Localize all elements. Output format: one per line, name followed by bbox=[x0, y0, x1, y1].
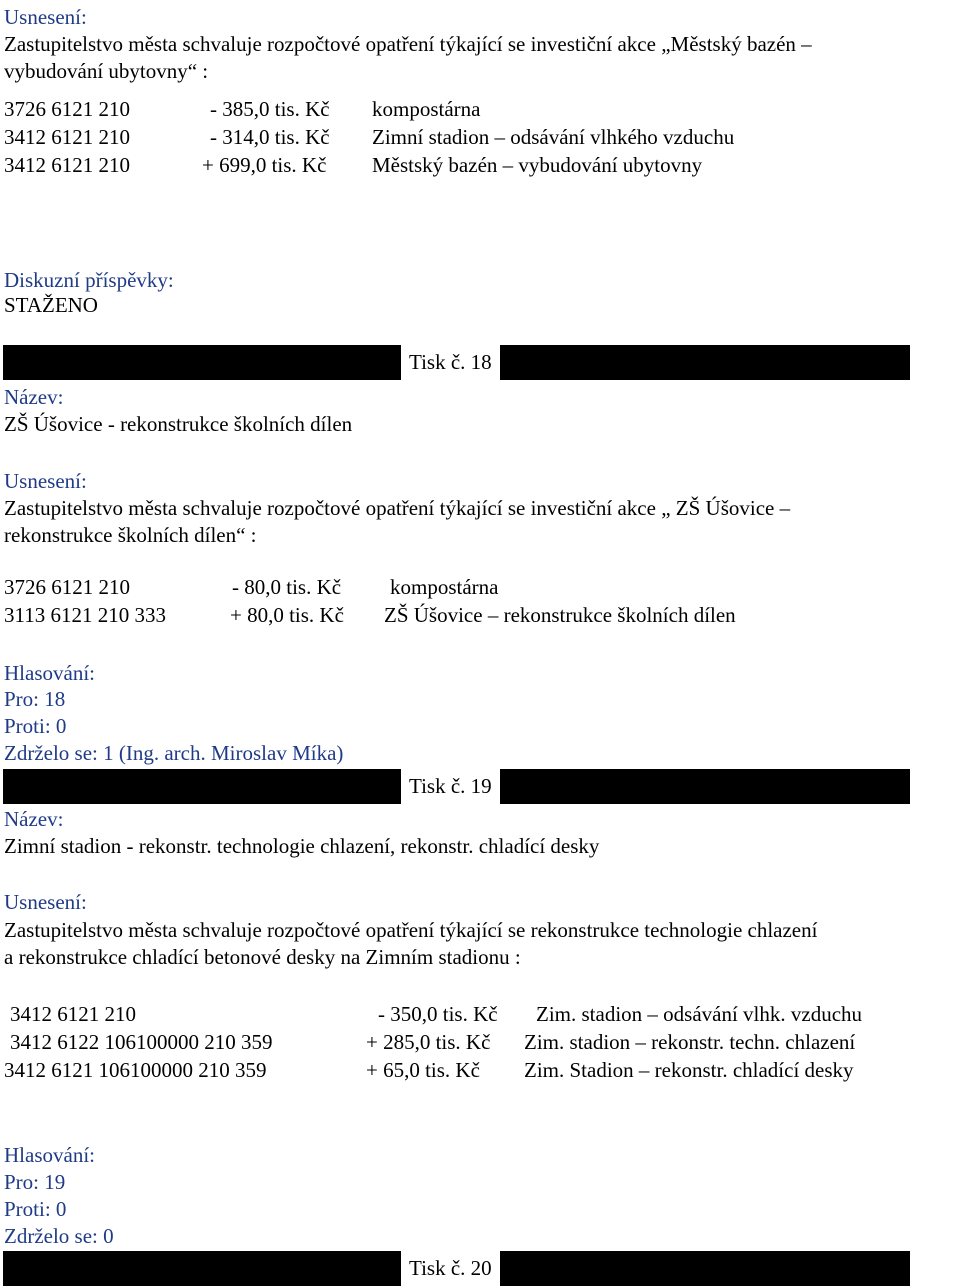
hlasovani-heading: Hlasování: bbox=[4, 661, 95, 685]
usneseni-heading: Usnesení: bbox=[4, 890, 87, 914]
budget-code: 3412 6121 210 bbox=[4, 125, 130, 149]
usneseni-text-line2: a rekonstrukce chladící betonové desky na Zimním stadionu : bbox=[4, 945, 521, 969]
usneseni-heading: Usnesení: bbox=[4, 5, 87, 29]
budget-amount: + 80,0 tis. Kč bbox=[230, 603, 344, 627]
budget-amount: + 65,0 tis. Kč bbox=[366, 1058, 480, 1082]
budget-code: 3726 6121 210 bbox=[4, 97, 130, 121]
usneseni-text-line1: Zastupitelstvo města schvaluje rozpočtové opatření týkající se investiční akce „ ZŠ Úšovice – bbox=[4, 496, 791, 520]
tisk-label: Tisk č. 19 bbox=[401, 769, 500, 804]
budget-amount: - 80,0 tis. Kč bbox=[232, 575, 342, 599]
budget-code: 3726 6121 210 bbox=[4, 575, 130, 599]
budget-desc: Zim. Stadion – rekonstr. chladící desky bbox=[524, 1058, 854, 1082]
budget-desc: kompostárna bbox=[390, 575, 499, 599]
diskuzni-heading: Diskuzní příspěvky: bbox=[4, 268, 174, 292]
budget-code: 3412 6122 106100000 210 359 bbox=[10, 1030, 273, 1054]
budget-amount: - 385,0 tis. Kč bbox=[210, 97, 330, 121]
budget-code: 3412 6121 210 bbox=[10, 1002, 136, 1026]
diskuzni-value: STAŽENO bbox=[4, 293, 98, 317]
budget-desc: Zimní stadion – odsávání vlhkého vzduchu bbox=[372, 125, 735, 149]
usneseni-text-line2: vybudování ubytovny“ : bbox=[4, 59, 209, 83]
vote-proti: Proti: 0 bbox=[4, 714, 67, 738]
usneseni-text-line2: rekonstrukce školních dílen“ : bbox=[4, 523, 257, 547]
nazev-heading: Název: bbox=[4, 807, 64, 831]
vote-zdrzelo: Zdrželo se: 1 (Ing. arch. Miroslav Míka) bbox=[4, 741, 344, 765]
hlasovani-heading: Hlasování: bbox=[4, 1143, 95, 1167]
budget-amount: - 314,0 tis. Kč bbox=[210, 125, 330, 149]
budget-desc: kompostárna bbox=[372, 97, 481, 121]
vote-pro: Pro: 19 bbox=[4, 1170, 66, 1194]
budget-desc: Zim. stadion – rekonstr. techn. chlazení bbox=[524, 1030, 856, 1054]
tisk-label: Tisk č. 20 bbox=[401, 1251, 500, 1286]
vote-proti: Proti: 0 bbox=[4, 1197, 67, 1221]
budget-code: 3113 6121 210 333 bbox=[4, 603, 166, 627]
usneseni-heading: Usnesení: bbox=[4, 469, 87, 493]
nazev-value: ZŠ Úšovice - rekonstrukce školních dílen bbox=[4, 412, 353, 436]
usneseni-text-line1: Zastupitelstvo města schvaluje rozpočtové opatření týkající se investiční akce „Městský bazén – bbox=[4, 32, 812, 56]
budget-amount: - 350,0 tis. Kč bbox=[378, 1002, 498, 1026]
nazev-heading: Název: bbox=[4, 385, 64, 409]
vote-zdrzelo: Zdrželo se: 0 bbox=[4, 1224, 114, 1248]
tisk-label: Tisk č. 18 bbox=[401, 345, 500, 380]
budget-amount: + 285,0 tis. Kč bbox=[366, 1030, 491, 1054]
budget-desc: Městský bazén – vybudování ubytovny bbox=[372, 153, 703, 177]
usneseni-text-line1: Zastupitelstvo města schvaluje rozpočtové opatření týkající se rekonstrukce technologie chlazení bbox=[4, 918, 818, 942]
budget-amount: + 699,0 tis. Kč bbox=[202, 153, 327, 177]
nazev-value: Zimní stadion - rekonstr. technologie chlazení, rekonstr. chladící desky bbox=[4, 834, 600, 858]
vote-pro: Pro: 18 bbox=[4, 687, 66, 711]
budget-code: 3412 6121 106100000 210 359 bbox=[4, 1058, 267, 1082]
budget-code: 3412 6121 210 bbox=[4, 153, 130, 177]
budget-desc: Zim. stadion – odsávání vlhk. vzduchu bbox=[536, 1002, 863, 1026]
budget-desc: ZŠ Úšovice – rekonstrukce školních dílen bbox=[384, 603, 736, 627]
